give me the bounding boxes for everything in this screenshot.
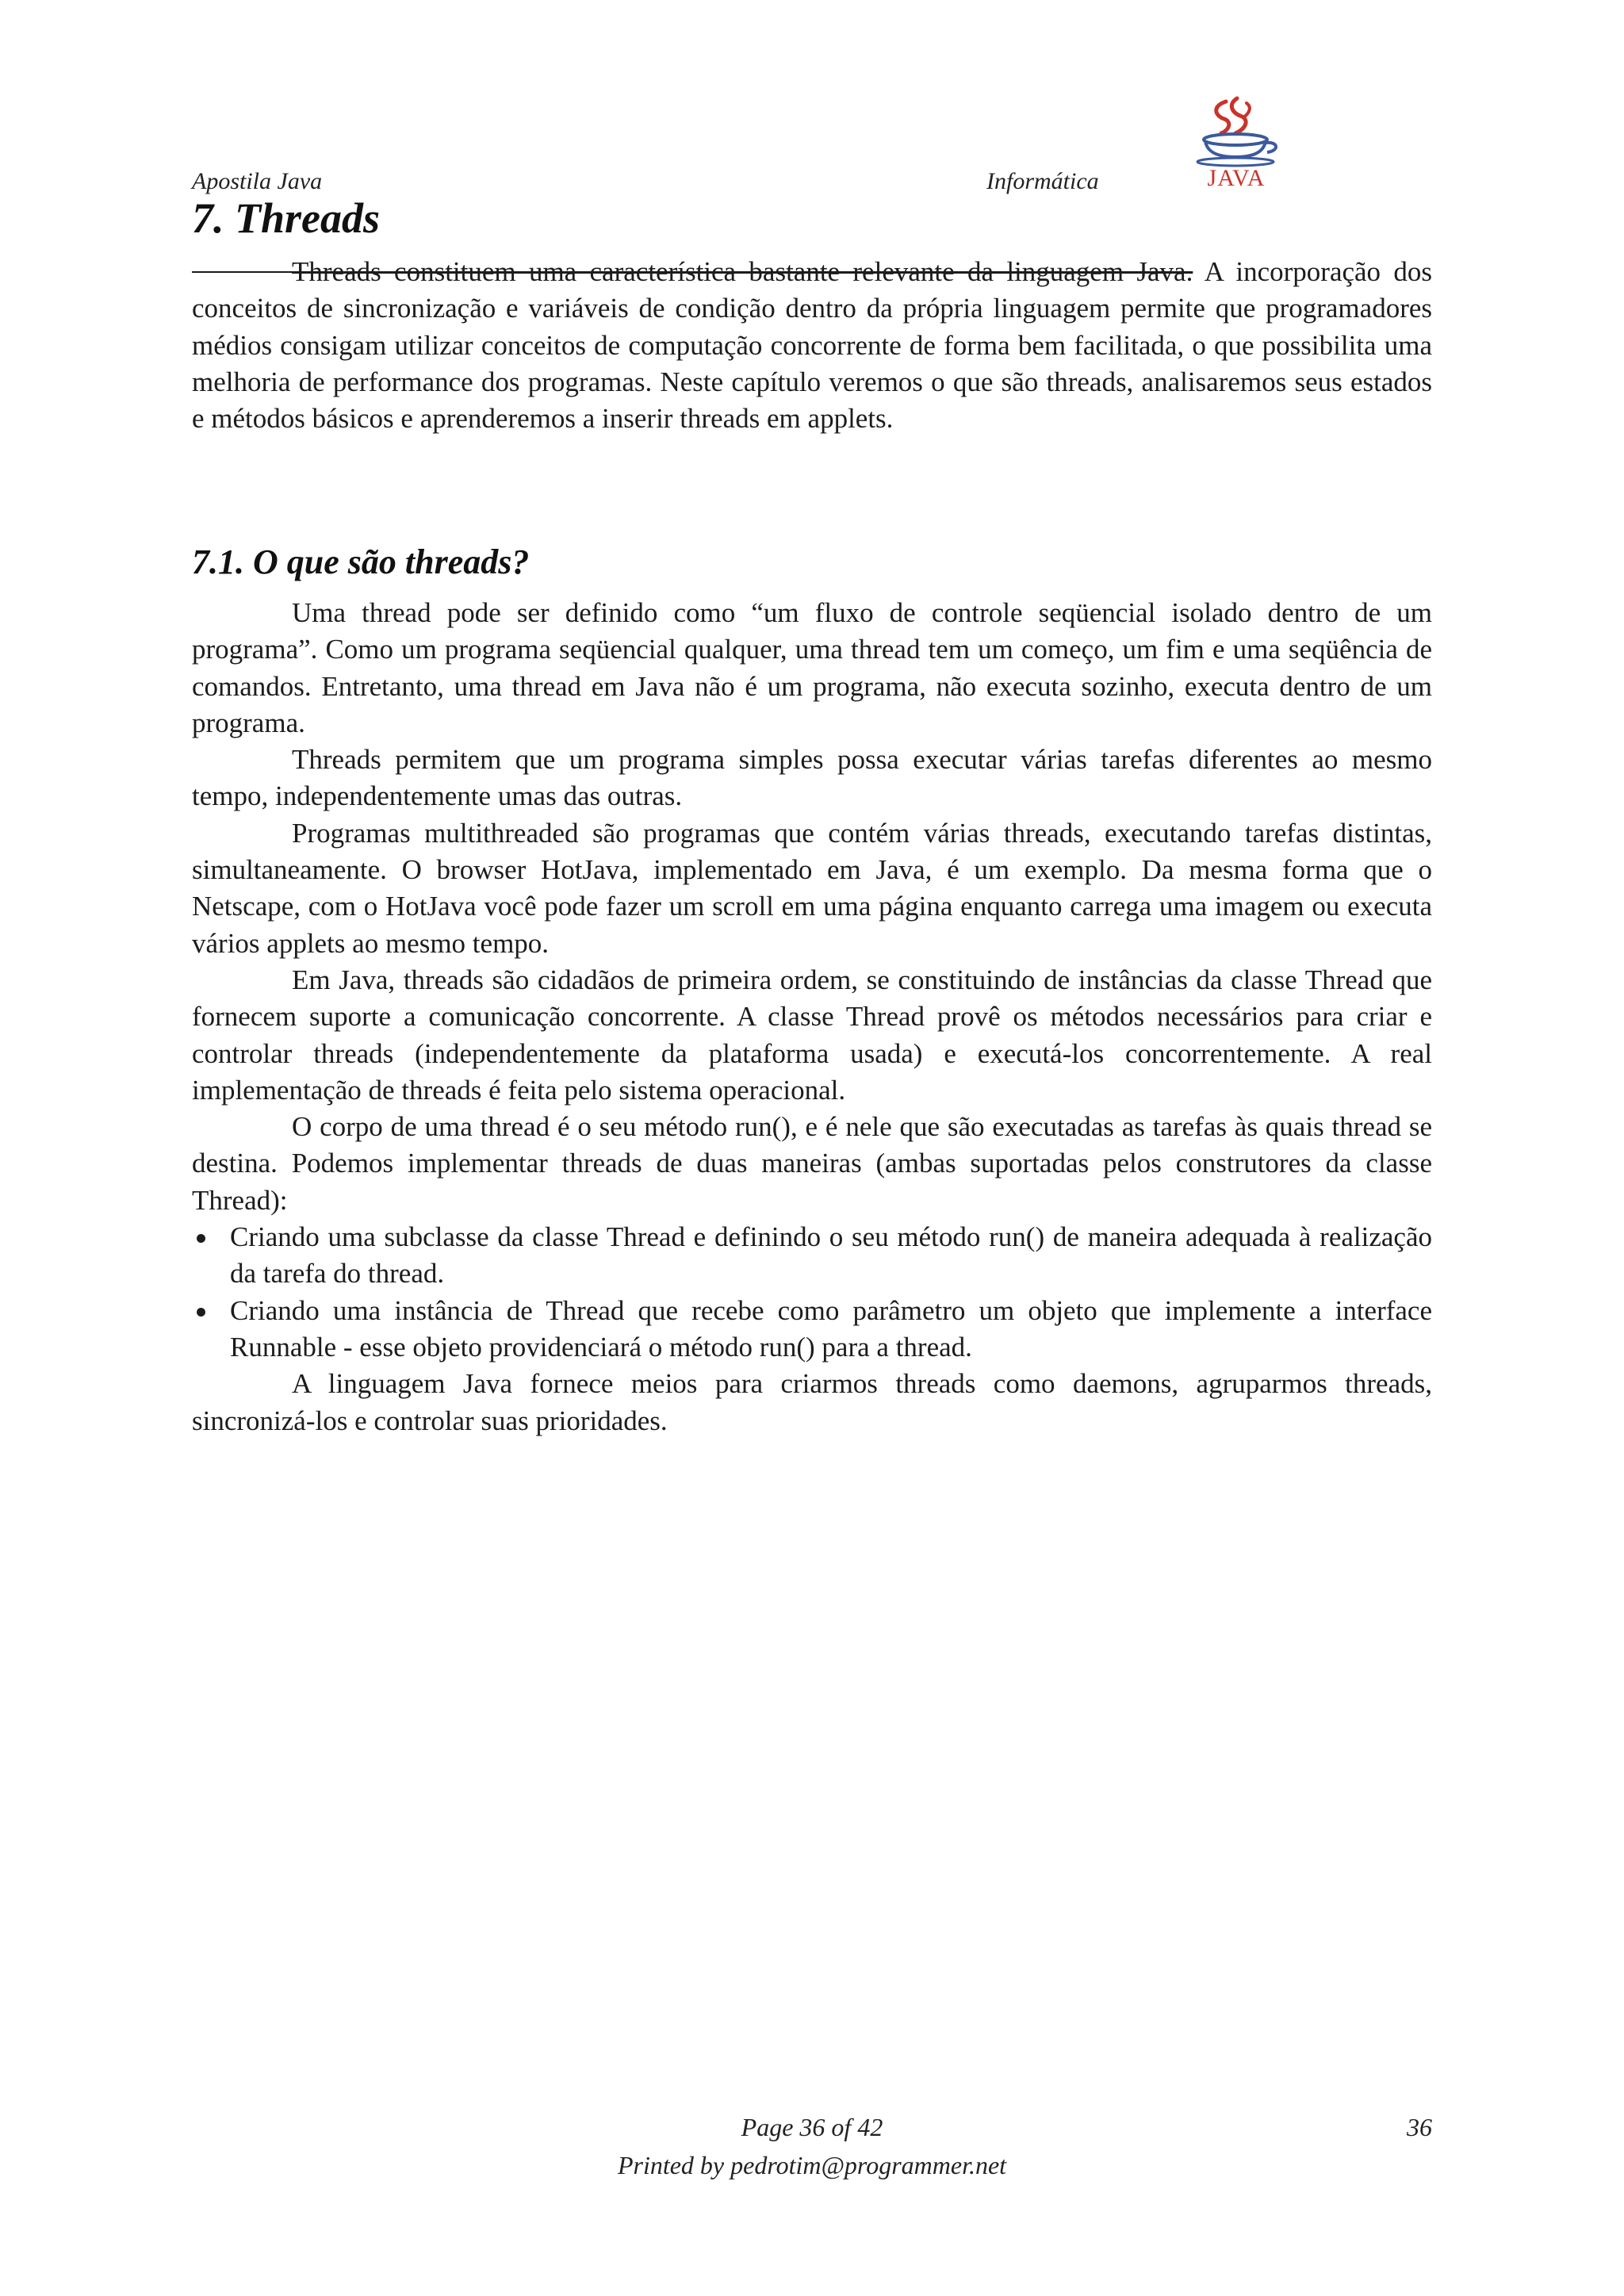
section-body xyxy=(192,595,1432,1439)
footer-page-label: Page 36 of 42 xyxy=(741,2113,883,2141)
body-paragraph: Uma thread pode ser definido como “um fluxo de controle seqüencial isolado dentro de um programa”. Como um programa seqüencial qualquer, uma thread tem um começo, um fim e uma seqüência de comandos. Entretanto, uma thread em Java não é um programa, não executa sozinho, executa dentro de um programa. xyxy=(192,597,1432,738)
body-paragraph: O corpo de uma thread é o seu método run(), e é nele que são executadas as tarefas às quais thread se destina. Podemos implementar threads de duas maneiras (ambas suportadas pelos construtores da classe Thread): xyxy=(192,1111,1432,1216)
chapter-intro xyxy=(192,254,1432,437)
java-logo-icon xyxy=(1180,95,1293,190)
bullet-icon xyxy=(197,1308,205,1317)
strike-lead-line xyxy=(192,271,292,273)
body-paragraph: Em Java, threads são cidadãos de primeira ordem, se constituindo de instâncias da classe Thread que fornecem suporte a comunicação concorrente. A classe Thread provê os métodos necessários para criar e controlar threads (independentemente da plataforma usada) e executá-los concorrentemente. A real implementação de threads é feita pelo sistema operacional. xyxy=(192,964,1432,1106)
bullet-list xyxy=(192,1219,1432,1366)
bullet-item xyxy=(192,1293,1432,1366)
header-center-text: Informática xyxy=(986,168,1099,194)
body-paragraph: Programas multithreaded são programas que contém várias threads, executando tarefas distintas, simultaneamente. O browser HotJava, implementado em Java, é um exemplo. Da mesma forma que o Netscape, com o HotJava você pode fazer um scroll em uma página enquanto carrega uma imagem ou executa vários applets ao mesmo tempo. xyxy=(192,817,1432,959)
intro-struck-text: Threads constituem uma característica bastante relevante da linguagem Java. xyxy=(292,256,1193,287)
intro-paragraph xyxy=(192,254,1432,437)
bullet-icon xyxy=(197,1234,205,1243)
bullet-item xyxy=(192,1219,1432,1293)
chapter-title: 7. Threads xyxy=(192,194,381,242)
intro-text: A incorporação dos conceitos de sincronização e variáveis de condição dentro da própria linguagem permite que programadores médios consigam utilizar conceitos de computação concorrente de forma bem facilitada, o que possibilita uma melhoria de performance dos programas. Neste capítulo veremos o que são threads, analisaremos seus estados e métodos básicos e aprenderemos a inserir threads em applets. xyxy=(192,256,1432,435)
bullet-text: Criando uma instância de Thread que recebe como parâmetro um objeto que implemente a interface Runnable - esse objeto providenciará o método run() para a thread. xyxy=(230,1294,1432,1363)
section-title: 7.1. O que são threads? xyxy=(192,542,530,581)
footer-page-number: 36 xyxy=(1407,2113,1432,2141)
header-left-text: Apostila Java xyxy=(192,168,323,194)
footer-printed-by: Printed by pedrotim@programmer.net xyxy=(617,2151,1007,2179)
body-paragraph: Threads permitem que um programa simples possa executar várias tarefas diferentes ao mesmo tempo, independentemente umas das outras. xyxy=(192,744,1432,812)
bullet-text: Criando uma subclasse da classe Thread e definindo o seu método run() de maneira adequada à realização da tarefa do thread. xyxy=(230,1221,1432,1290)
closing-paragraph: A linguagem Java fornece meios para criarmos threads como daemons, agruparmos threads, sincronizá-los e controlar suas prioridades. xyxy=(192,1368,1432,1436)
java-logo-label: JAVA xyxy=(1207,165,1266,190)
